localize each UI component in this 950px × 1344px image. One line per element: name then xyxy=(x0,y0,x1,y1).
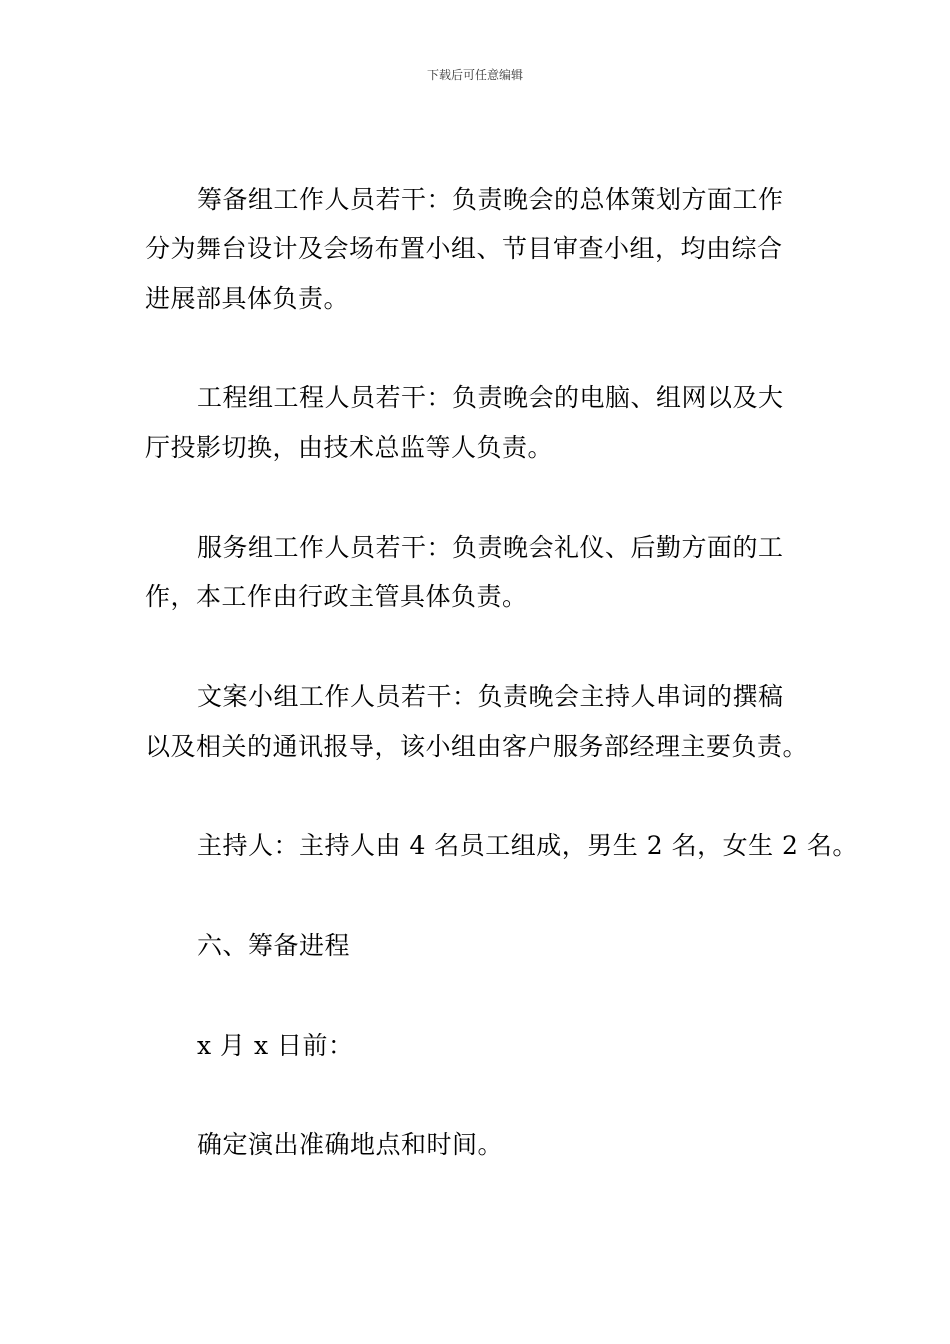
paragraph-line: 服务组工作人员若干：负责晚会礼仪、后勤方面的工 xyxy=(197,533,784,562)
paragraph-line: 主持人：主持人由 4 名员工组成，男生 2 名，女生 2 名。 xyxy=(197,831,858,860)
paragraph-line: 文案小组工作人员若干：负责晚会主持人串词的撰稿 xyxy=(197,682,784,711)
paragraph-line: 作，本工作由行政主管具体负责。 xyxy=(145,582,528,611)
section-heading: 六、筹备进程 xyxy=(197,931,351,960)
paragraph-line: 分为舞台设计及会场布置小组、节目审查小组，均由综合 xyxy=(145,234,783,263)
paragraph-line: 筹备组工作人员若干：负责晚会的总体策划方面工作 xyxy=(197,185,784,214)
paragraph-line: 厅投影切换，由技术总监等人负责。 xyxy=(145,433,554,462)
paragraph-line: 确定演出准确地点和时间。 xyxy=(197,1130,504,1159)
paragraph-line: 进展部具体负责。 xyxy=(145,284,350,313)
page-header-note: 下载后可任意编辑 xyxy=(426,68,523,82)
paragraph-line: 以及相关的通讯报导，该小组由客户服务部经理主要负责。 xyxy=(145,732,809,761)
paragraph-line: x 月 x 日前： xyxy=(197,1031,354,1060)
paragraph-line: 工程组工程人员若干：负责晚会的电脑、组网以及大 xyxy=(197,383,784,412)
